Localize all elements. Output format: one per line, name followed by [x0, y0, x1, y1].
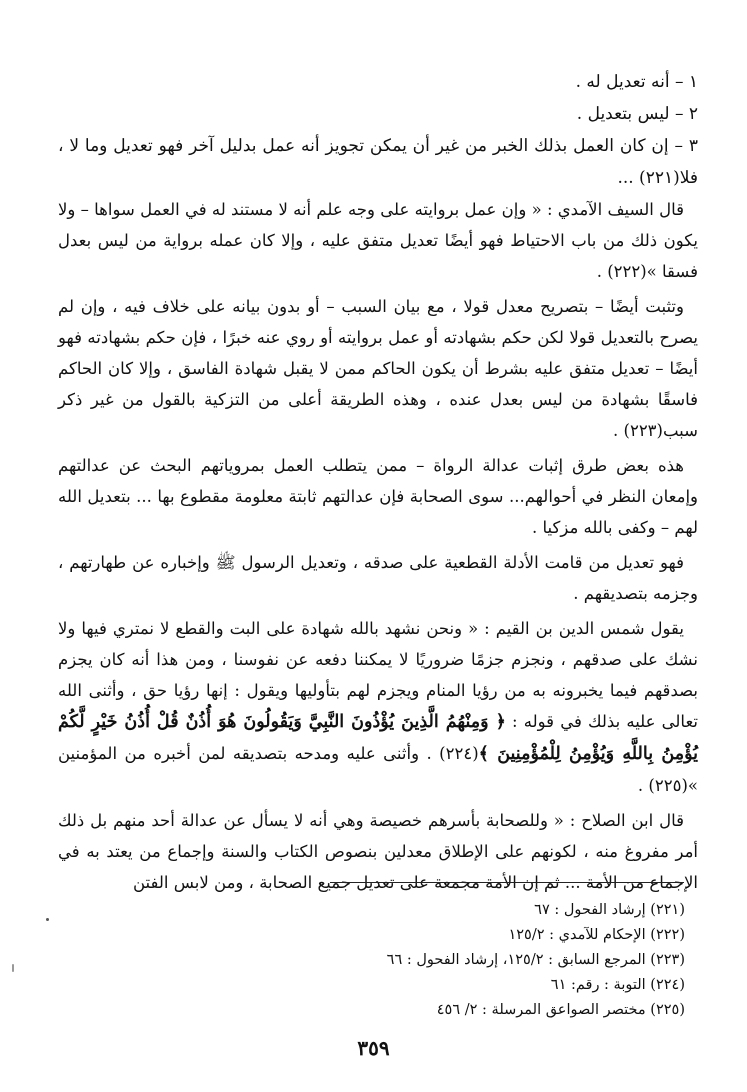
footnote-224: (٢٢٤) التوبة : رقم: ٦١: [550, 977, 685, 993]
ibn-qayyim-text-end: (٢٢٤) . وأثنى عليه ومدحه بتصديقه لمن أخبره من المؤمنين »(٢٢٥) .: [58, 744, 698, 795]
scan-speck: [12, 964, 14, 972]
page-number: ٣٥٩: [357, 1036, 390, 1060]
tathbut-paragraph: وتثبت أيضًا – بتصريح معدل قولا ، مع بيان السبب – أو بدون بيانه على خلاف فيه ، وإن لم يصرح بالتعديل قولا لكن حكم بشهادته أو عمل بروايته أو روي عنه خبرًا ، فإن حكم بشهادته فهو أيضًا – تعديل متفق عليه بشرط أن يكون الحاكم ممن لا يقبل شهادة الفاسق ، وإلا كان الحاكم فاسقًا بشهادة من ليس بعدل عنده ، وهذه الطريقة أعلى من التزكية بالقول من غير ذكر سبب(٢٢٣) .: [58, 297, 698, 440]
footnote-divider: [330, 882, 684, 883]
amidi-paragraph: قال السيف الآمدي : « وإن عمل بروايته على وجه علم أنه لا مستند له في العمل سواها – ولا يكون ذلك من باب الاحتياط فهو أيضًا تعديل متفق عليه ، وإلا كان عمله برواية من ليس بعدل فسقا »(٢٢٢) .: [58, 200, 698, 281]
methods-paragraph: هذه بعض طرق إثبات عدالة الرواة – ممن يتطلب العمل بمروياتهم البحث عن عدالتهم وإمعان النظر في أحوالهم... سوى الصحابة فإن عدالتهم ثابتة معلومة مقطوع بها ... بتعديل الله لهم – وكفى بالله مزكيا .: [58, 456, 698, 537]
footnotes: [265, 898, 685, 1023]
list-item-3: ٣ – إن كان العمل بذلك الخبر من غير أن يمكن تجويز أنه عمل بدليل آخر فهو تعديل وما لا ، فلا(٢٢١) ...: [58, 136, 698, 188]
ibn-qayyim-paragraph: [58, 613, 698, 801]
list-item-1: ١ – أنه تعديل له .: [575, 72, 698, 92]
footnote-221: (٢٢١) إرشاد الفحول : ٦٧: [534, 902, 685, 918]
prophet-paragraph: فهو تعديل من قامت الأدلة القطعية على صدقه ، وتعديل الرسول ﷺ وإخباره عن طهارتهم ، وجزمه بتصديقهم .: [58, 553, 698, 603]
scan-speck: [46, 918, 49, 921]
footnote-225: (٢٢٥) مختصر الصواعق المرسلة : ٢/ ٤٥٦: [436, 1002, 685, 1018]
ibn-salah-paragraph: قال ابن الصلاح : « وللصحابة بأسرهم خصيصة وهي أنه لا يسأل عن عدالة أحد منهم بل ذلك أمر مفروغ منه ، لكونهم على الإطلاق معدلين بنصوص الكتاب والسنة وإجماع من يعتد به في الإجماع من الأمة ... ثم إن الأمة مجمعة على تعديل جميع الصحابة ، ومن لابس الفتن: [58, 811, 698, 892]
main-text: [58, 66, 698, 902]
footnote-222: (٢٢٢) الإحكام للآمدي : ١٢٥/٢: [508, 927, 685, 943]
list-item-2: ٢ – ليس بتعديل .: [576, 104, 698, 124]
ibn-qayyim-text: يقول شمس الدين بن القيم : « ونحن نشهد بالله شهادة على البت والقطع لا نمتري فيها ولا نشك على صدقهم ، ونجزم جزمًا ضروريًا لا يمكننا دفعه عن نفوسنا ، ومن هذا أنه كان يجزم بصدقهم فيما يخبرونه به من رؤيا المنام ويجزم لهم بتأوليها ويقول : إنها رؤيا حق ، وأثنى الله تعالى عليه بذلك في قوله :: [58, 619, 699, 731]
footnote-223: (٢٢٣) المرجع السابق : ١٢٥/٢، إرشاد الفحول : ٦٦: [386, 952, 685, 968]
quran-verse: ﴿ وَمِنْهُمُ الَّذِينَ يُؤْذُونَ النَّبِيَّ وَيَقُولُونَ هُوَ أُذُنٌ قُلْ أُذُنُ خَيْرٍ لَّكُمْ يُؤْمِنُ بِاللَّهِ وَيُؤْمِنُ لِلْمُؤْمِنِينَ ﴾: [58, 712, 698, 764]
